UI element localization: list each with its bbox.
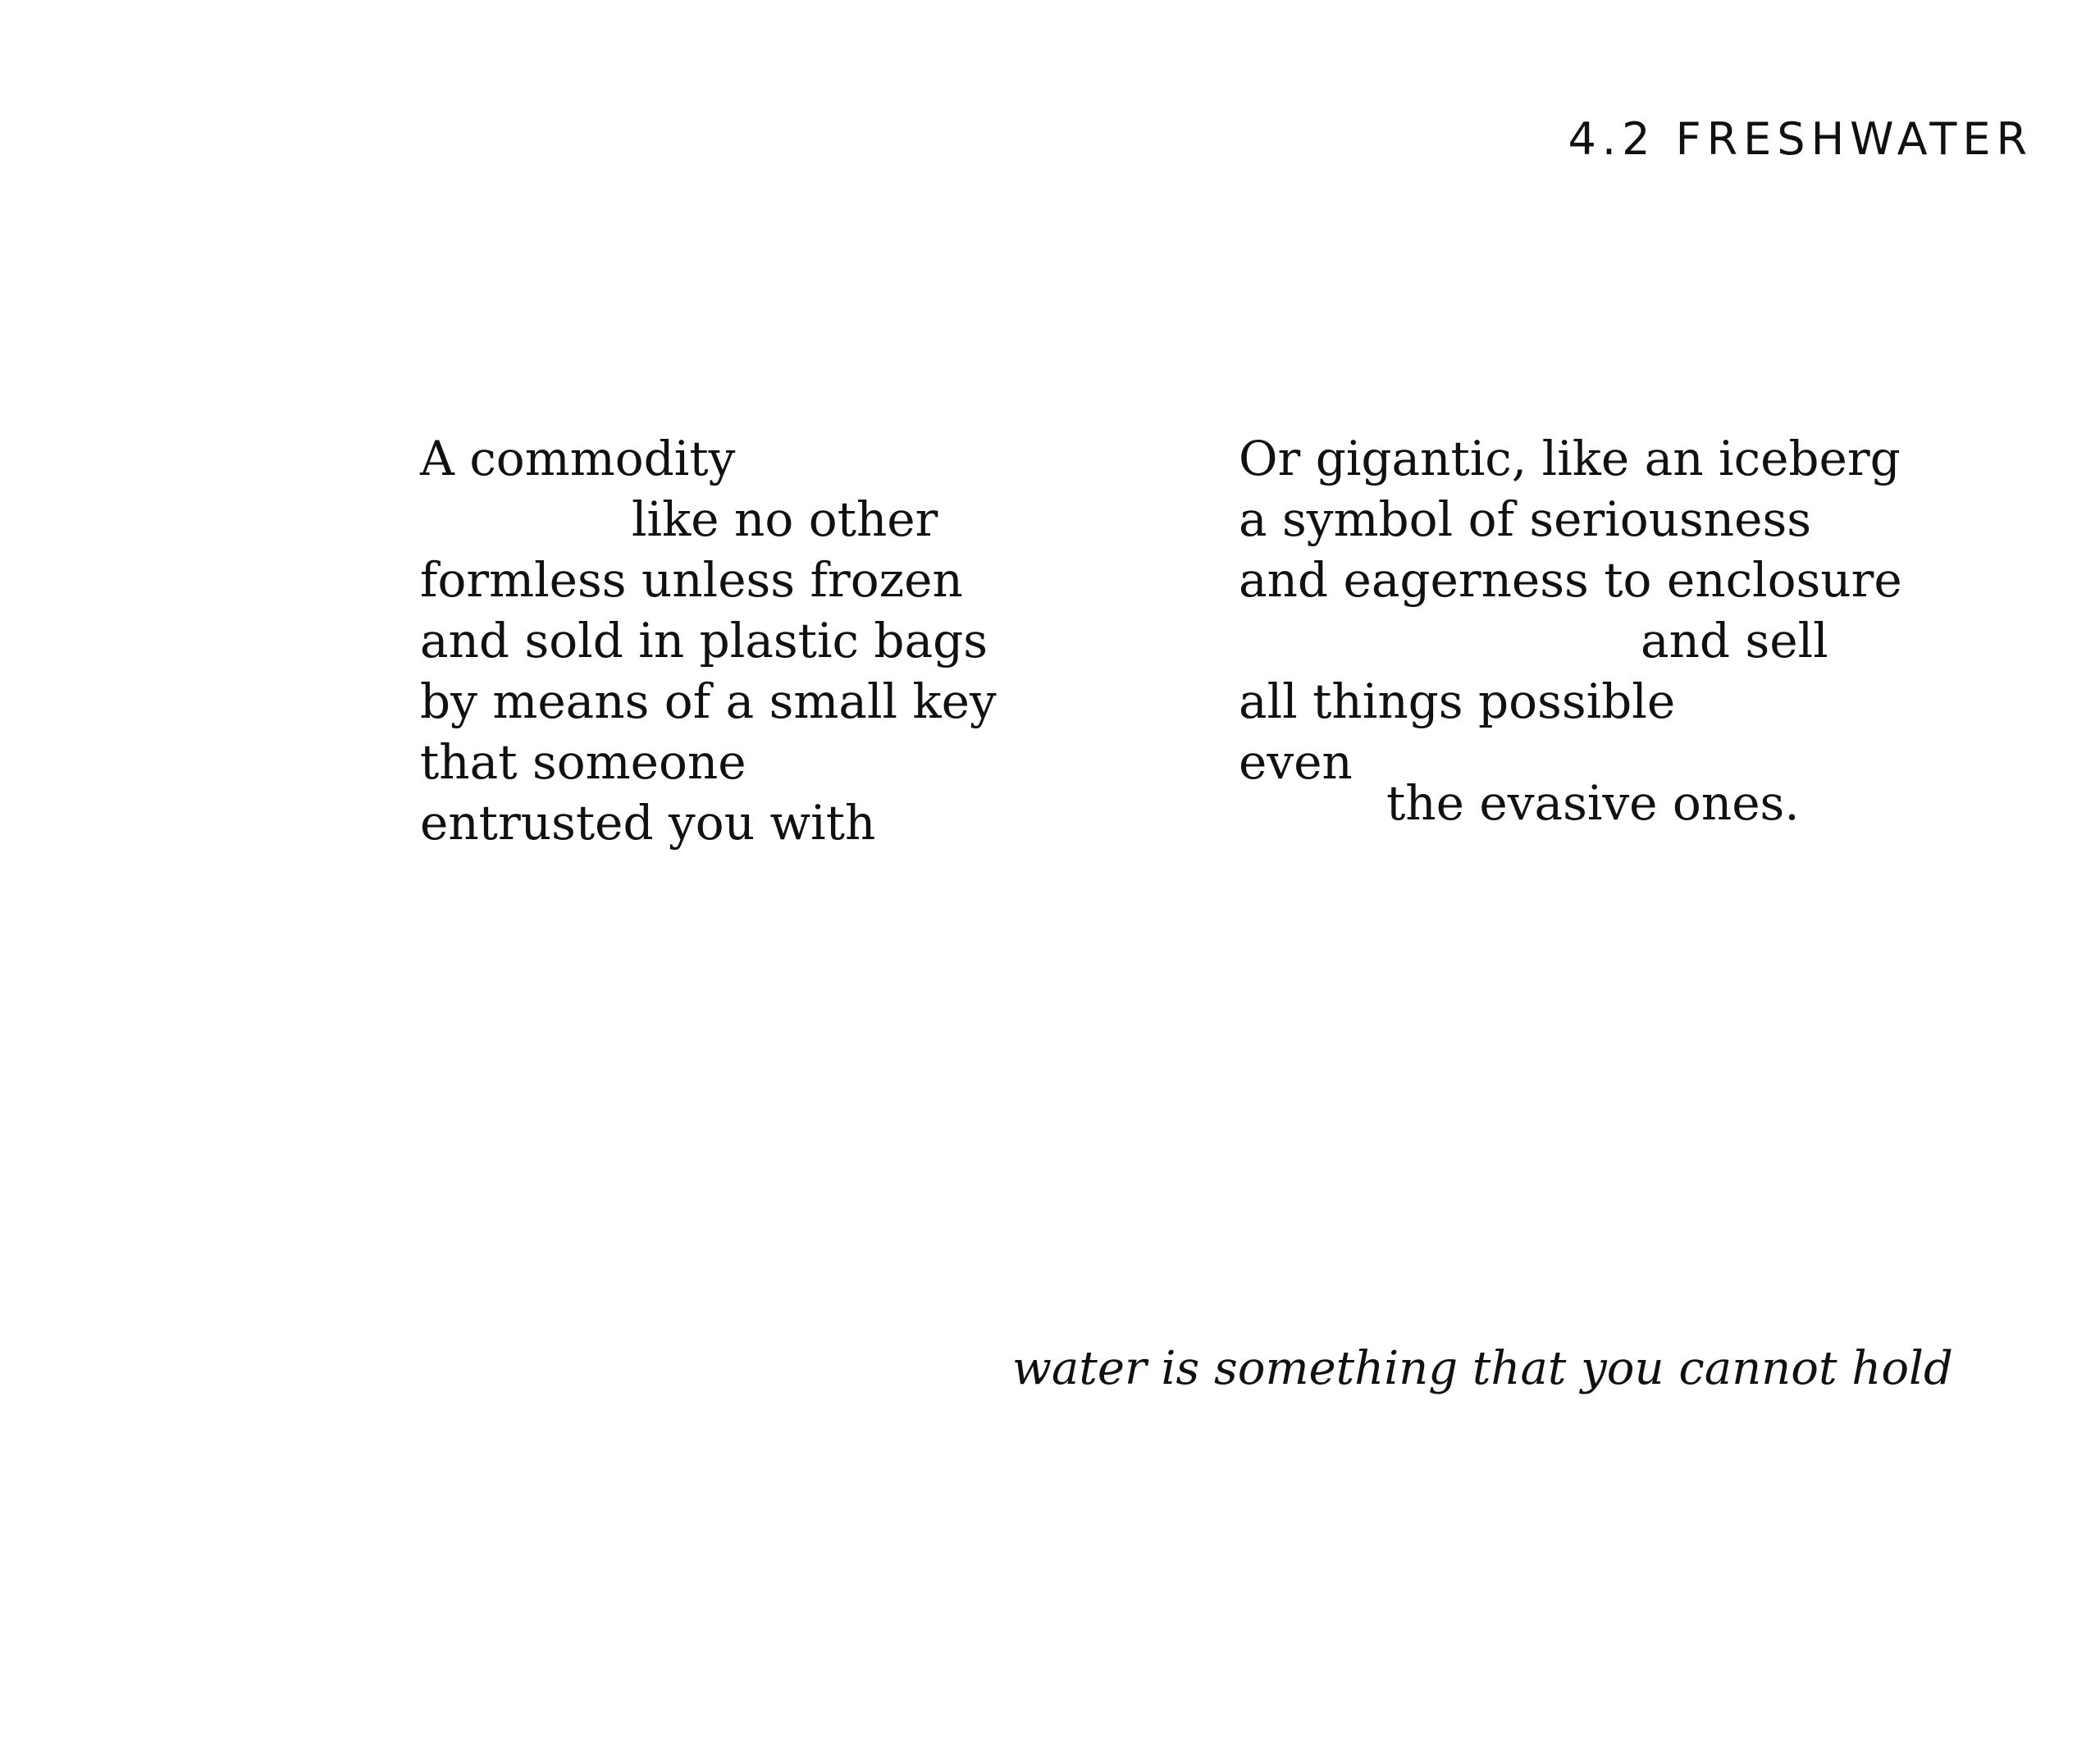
poem-line: like no other	[632, 491, 938, 547]
poem-line: by means of a small key	[420, 673, 997, 729]
poem-line: all things possible	[1239, 673, 1676, 729]
poem-line: that someone	[420, 734, 746, 790]
poem-line: Or gigantic, like an iceberg	[1239, 431, 1901, 486]
poem-line: entrusted you with	[420, 795, 876, 851]
closing-line: water is something that you cannot hold	[1012, 1342, 1953, 1395]
poem-line: and sell	[1641, 613, 1828, 669]
poem-line: the evasive ones.	[1386, 775, 1800, 831]
poem-line: a symbol of seriousness	[1239, 491, 1812, 547]
poem-line: and sold in plastic bags	[420, 613, 988, 669]
poem-line: and eagerness to enclosure	[1239, 552, 1902, 608]
poem-line: even	[1239, 734, 1353, 790]
poem-line: A commodity	[420, 431, 736, 486]
poem-line: formless unless frozen	[420, 552, 963, 608]
section-heading: 4.2 FRESHWATER	[1568, 113, 2033, 165]
